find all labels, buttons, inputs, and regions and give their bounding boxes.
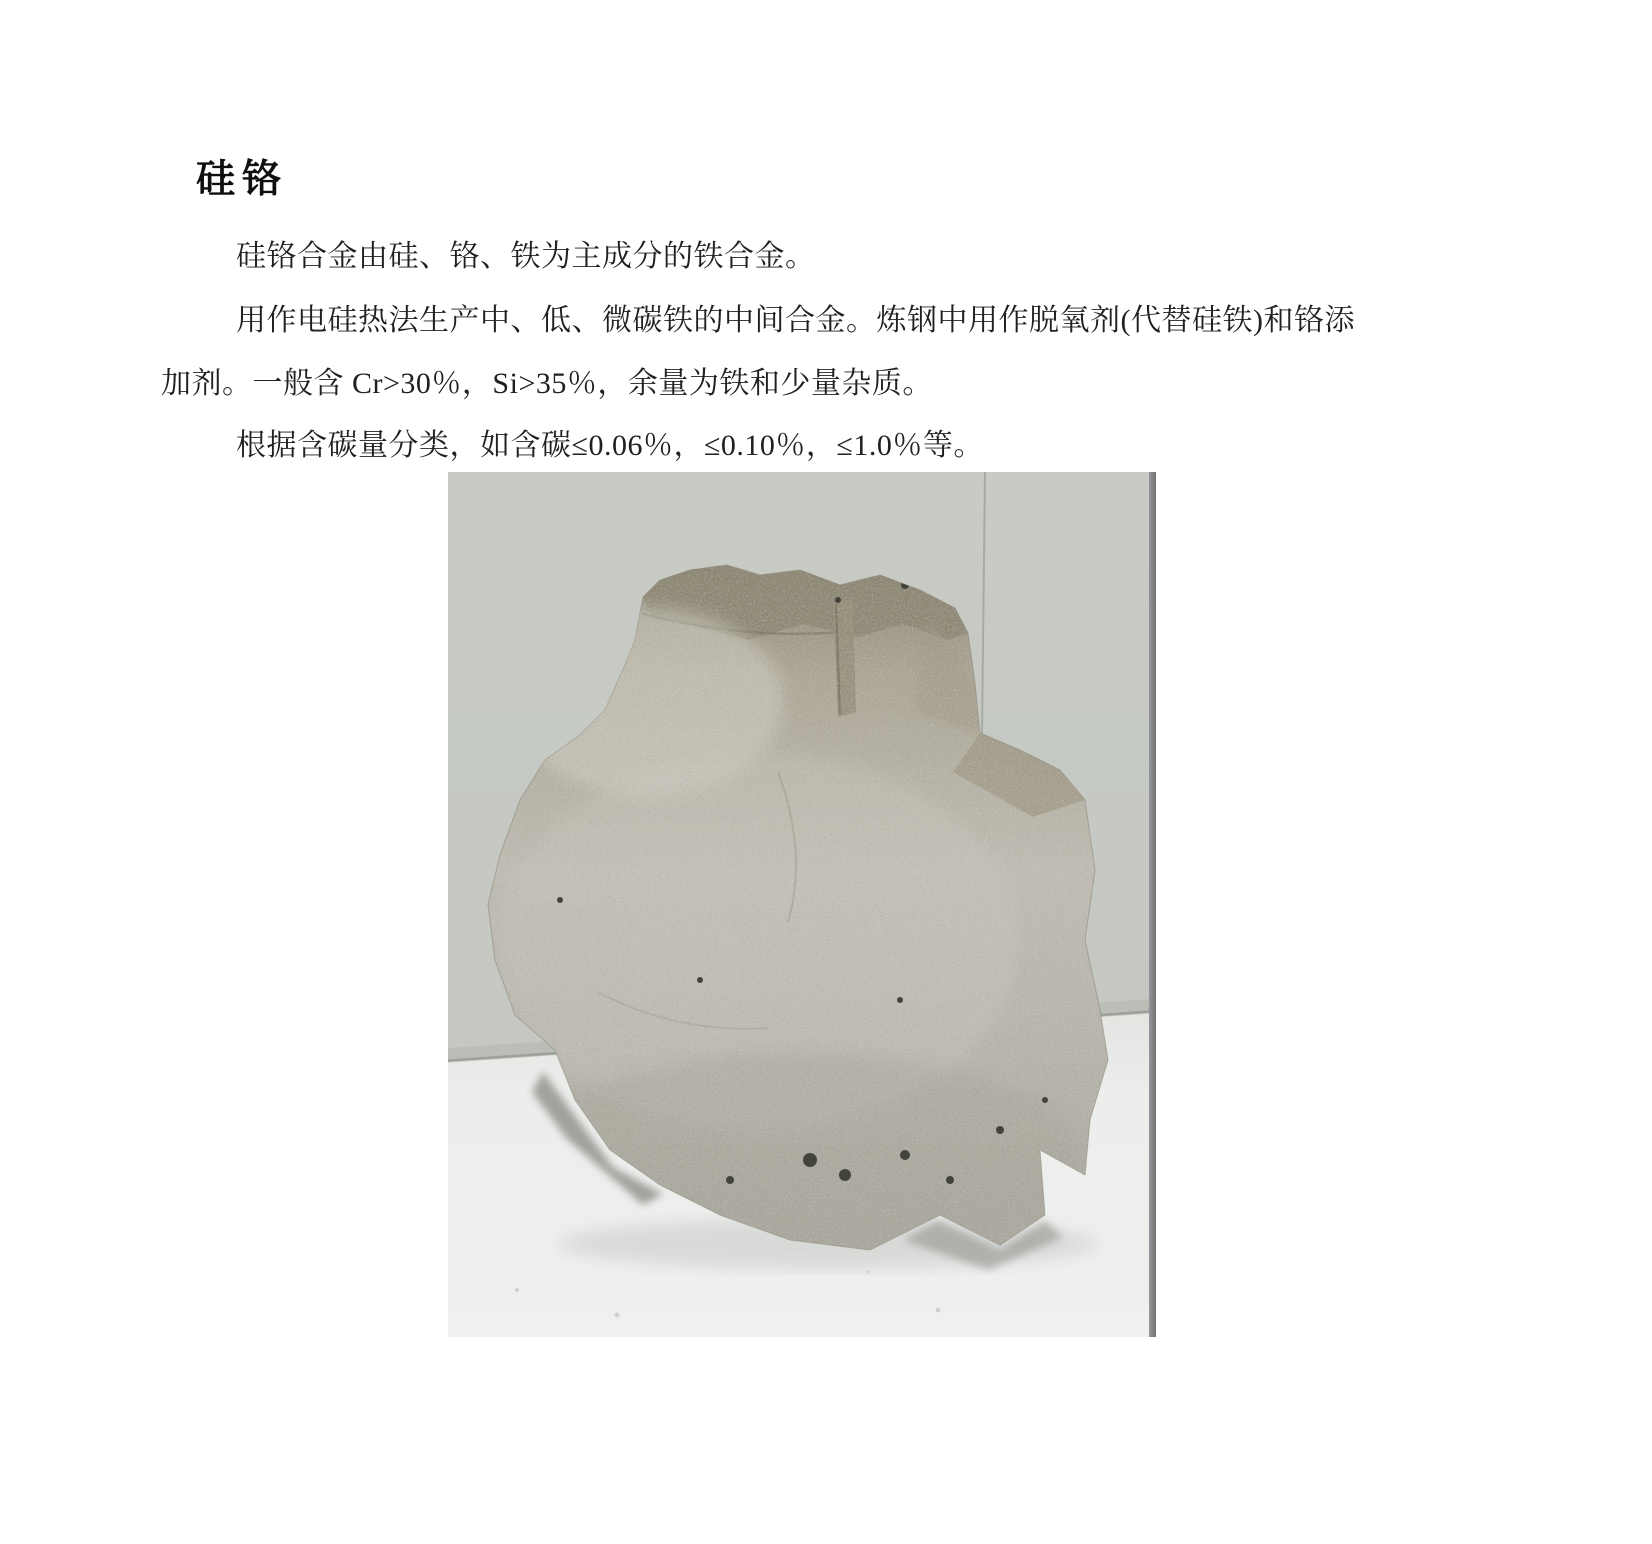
paragraph-2-line-2: 加剂。一般含 Cr>30％，Si>35％，余量为铁和少量杂质。: [161, 367, 933, 400]
page-title: 硅铬: [196, 158, 289, 201]
ferroalloy-photo: [448, 472, 1156, 1337]
ferroalloy-photo-canvas: [448, 472, 1156, 1337]
photo-right-edge-strip: [1149, 472, 1156, 1337]
paragraph-2-line-1: 用作电硅热法生产中、低、微碳铁的中间合金。炼钢中用作脱氧剂(代替硅铁)和铬添: [236, 304, 1355, 337]
paragraph-3-line-1: 根据含碳量分类，如含碳≤0.06％，≤0.10％，≤1.0％等。: [236, 429, 984, 462]
paragraph-1-line-1: 硅铬合金由硅、铬、铁为主成分的铁合金。: [236, 240, 816, 273]
